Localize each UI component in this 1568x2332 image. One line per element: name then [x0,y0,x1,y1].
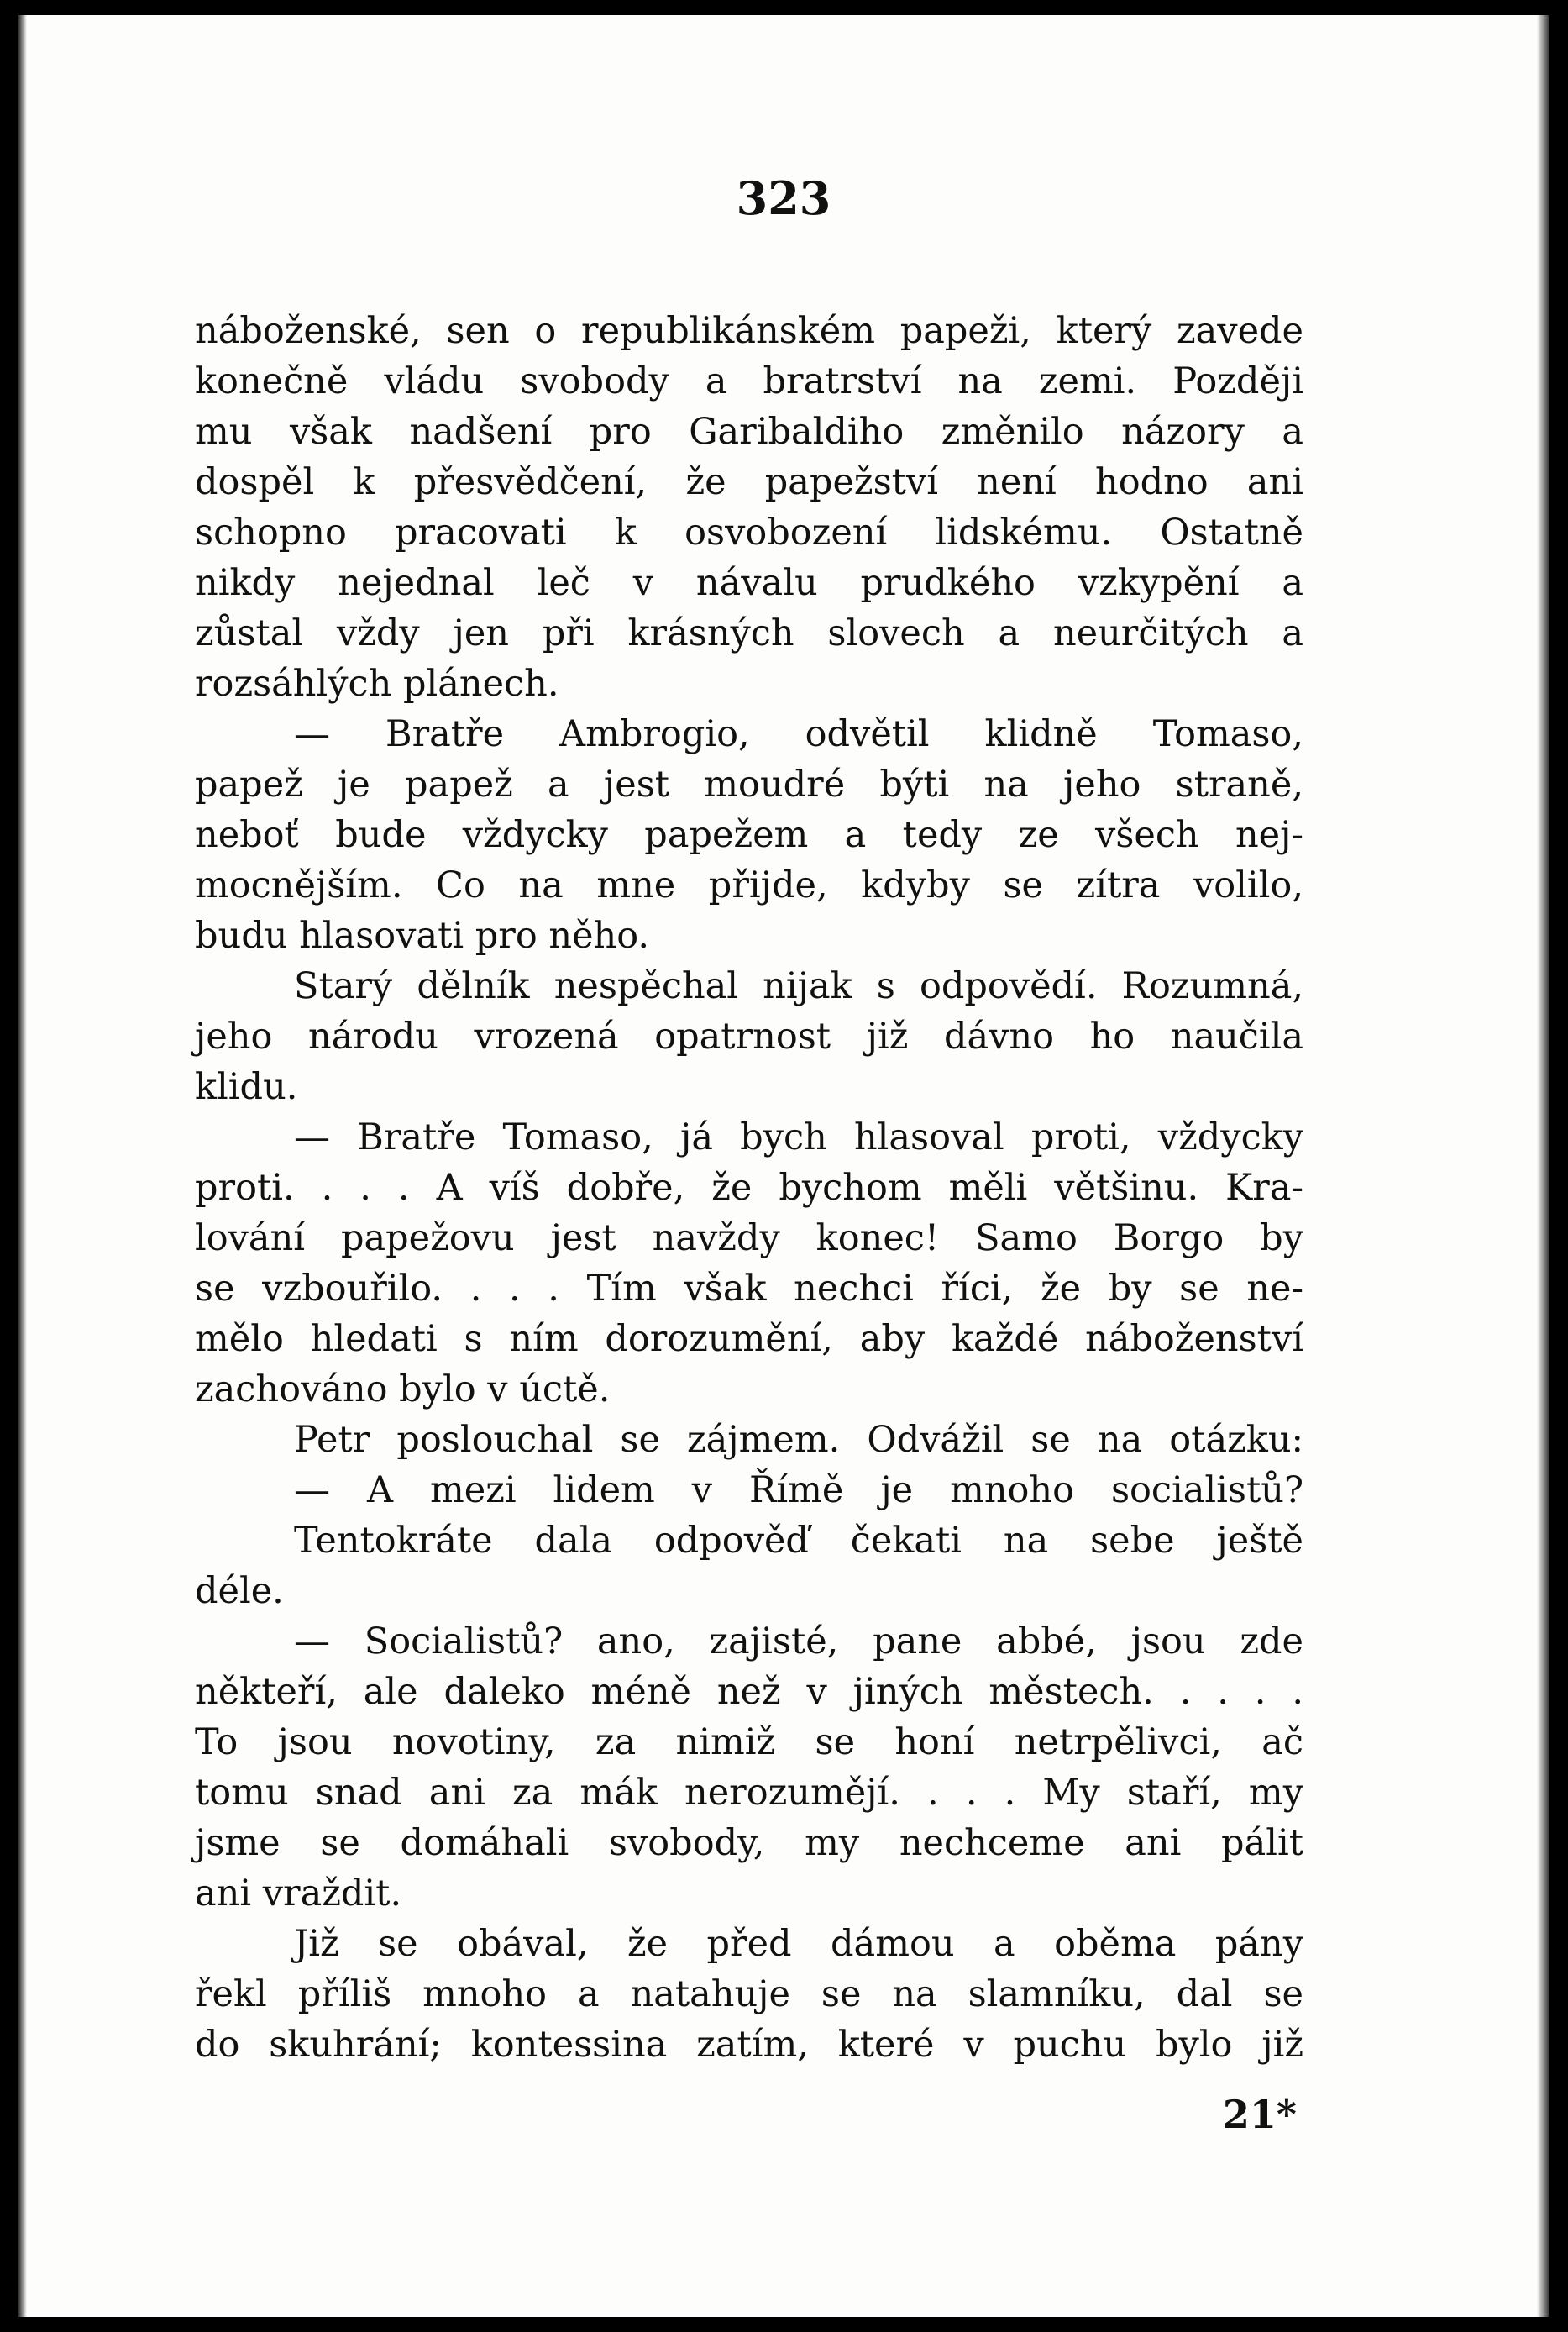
text-line: konečně vládu svobody a bratrství na zemi. Později [195,360,1303,402]
text-line: neboť bude vždycky papežem a tedy ze všech nej- [195,814,1303,856]
text-line: — Bratře Ambrogio, odvětil klidně Tomaso, [294,713,1303,755]
text-line: někteří, ale daleko méně než v jiných městech. . . . . [195,1671,1303,1713]
text-line: klidu. [195,1066,298,1108]
text-line: jsme se domáhali svobody, my nechceme ani pálit [195,1822,1303,1864]
text-line: — Socialistů? ano, zajisté, pane abbé, jsou zde [294,1620,1303,1662]
text-line: se vzbouřilo. . . . Tím však nechci říci, že by se ne- [195,1268,1303,1310]
book-page [18,15,1549,2317]
page-edge-right [1537,15,1549,2317]
text-line: Starý dělník nespěchal nijak s odpovědí. Rozumná, [294,965,1303,1007]
text-line: rozsáhlých plánech. [195,663,559,705]
page-edge-left [18,15,27,2317]
text-line: schopno pracovati k osvobození lidskému. Ostatně [195,512,1303,554]
text-line: papež je papež a jest moudré býti na jeho straně, [195,764,1303,806]
text-line: lování papežovu jest navždy konec! Samo Borgo by [195,1217,1303,1259]
text-line: Petr poslouchal se zájmem. Odvážil se na otázku: [294,1419,1303,1461]
text-line: nikdy nejednal leč v návalu prudkého vzkypění a [195,562,1303,604]
text-line: mělo hledati s ním dorozumění, aby každé náboženství [195,1318,1303,1360]
text-line: déle. [195,1570,284,1612]
text-line: zůstal vždy jen při krásných slovech a neurčitých a [195,612,1303,654]
text-line: budu hlasovati pro něho. [195,915,650,957]
text-line: zachováno bylo v úctě. [195,1368,611,1410]
text-line: To jsou novotiny, za nimiž se honí netrpělivci, ač [195,1721,1303,1763]
text-line: řekl příliš mnoho a natahuje se na slamníku, dal se [195,1973,1303,2015]
text-line: ani vraždit. [195,1872,402,1914]
text-line: tomu snad ani za mák nerozumějí. . . . My staří, my [195,1772,1303,1814]
text-line: Tentokráte dala odpověď čekati na sebe ještě [294,1520,1303,1562]
text-line: mu však nadšení pro Garibaldiho změnilo názory a [195,411,1303,453]
text-line: mocnějším. Co na mne přijde, kdyby se zítra volilo, [195,864,1303,906]
body-text [195,306,1303,2070]
text-line: do skuhrání; kontessina zatím, které v puchu bylo již [195,2024,1303,2066]
text-line: dospěl k přesvědčení, že papežství není hodno ani [195,461,1303,503]
page-number: 323 [736,171,831,225]
printer-signature-mark: 21* [1222,2092,1297,2137]
text-line: Již se obával, že před dámou a oběma pány [294,1923,1303,1965]
text-line: jeho národu vrozená opatrnost již dávno ho naučila [195,1016,1303,1058]
text-line: — Bratře Tomaso, já bych hlasoval proti, vždycky [294,1116,1303,1158]
text-line: — A mezi lidem v Římě je mnoho socialistů? [294,1469,1303,1511]
text-line: proti. . . . A víš dobře, že bychom měli většinu. Kra- [195,1167,1303,1209]
text-line: náboženské, sen o republikánském papeži, který zavede [195,310,1303,352]
